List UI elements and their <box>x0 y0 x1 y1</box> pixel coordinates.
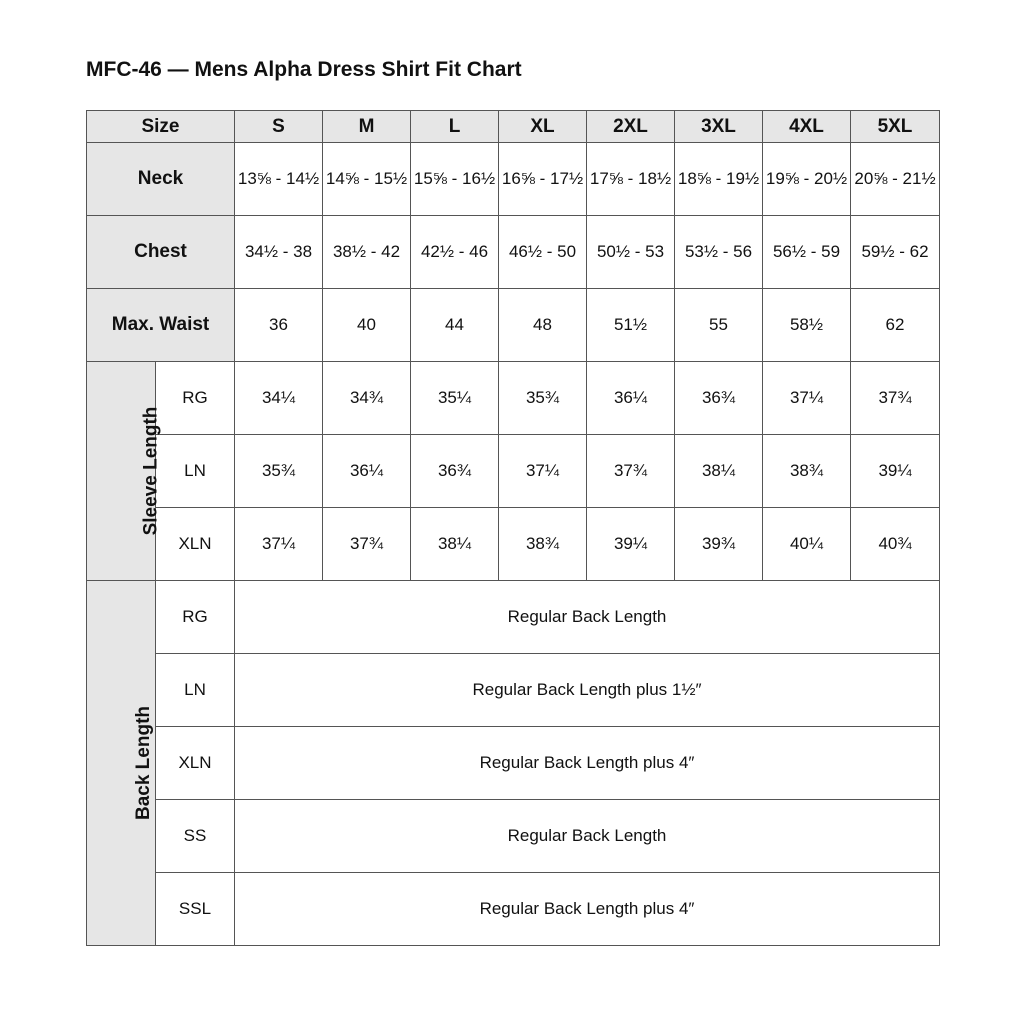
sleeve-cell: 35¾ <box>235 435 323 508</box>
size-header-xl: XL <box>499 111 587 143</box>
back-row-rg <box>87 581 940 654</box>
sleeve-cell: 37¾ <box>851 362 940 435</box>
size-header-3xl: 3XL <box>675 111 763 143</box>
sleeve-cell: 39¼ <box>587 508 675 581</box>
sleeve-cell: 38¾ <box>763 435 851 508</box>
neck-row <box>87 143 940 216</box>
max-waist-cell: 40 <box>323 289 411 362</box>
sleeve-cell: 36¼ <box>587 362 675 435</box>
sleeve-cell: 34¼ <box>235 362 323 435</box>
back-length-group-label <box>87 581 156 946</box>
neck-label: Neck <box>87 143 235 216</box>
chest-cell: 38½ - 42 <box>323 216 411 289</box>
max-waist-label: Max. Waist <box>87 289 235 362</box>
sleeve-fit-label: XLN <box>156 508 235 581</box>
sleeve-cell: 38¼ <box>411 508 499 581</box>
max-waist-cell: 58½ <box>763 289 851 362</box>
sleeve-cell: 38¼ <box>675 435 763 508</box>
neck-cell: 14⅝ - 15½ <box>323 143 411 216</box>
sleeve-fit-label: RG <box>156 362 235 435</box>
size-header-l: L <box>411 111 499 143</box>
sleeve-cell: 39¾ <box>675 508 763 581</box>
max-waist-cell: 55 <box>675 289 763 362</box>
sleeve-fit-label: LN <box>156 435 235 508</box>
size-header-label: Size <box>87 111 235 143</box>
neck-cell: 13⅝ - 14½ <box>235 143 323 216</box>
max-waist-cell: 62 <box>851 289 940 362</box>
neck-cell: 15⅝ - 16½ <box>411 143 499 216</box>
sleeve-row-ln <box>87 435 940 508</box>
back-length-label: Back Length <box>133 705 155 821</box>
chest-cell: 56½ - 59 <box>763 216 851 289</box>
sleeve-cell: 40¾ <box>851 508 940 581</box>
sleeve-cell: 38¾ <box>499 508 587 581</box>
back-length-cell: Regular Back Length plus 4″ <box>235 727 940 800</box>
chest-cell: 46½ - 50 <box>499 216 587 289</box>
max-waist-row <box>87 289 940 362</box>
sleeve-cell: 36¾ <box>675 362 763 435</box>
neck-cell: 18⅝ - 19½ <box>675 143 763 216</box>
fit-chart-table <box>86 110 940 946</box>
max-waist-cell: 48 <box>499 289 587 362</box>
back-fit-label: SS <box>156 800 235 873</box>
back-row-ssl <box>87 873 940 946</box>
size-header-m: M <box>323 111 411 143</box>
chest-row <box>87 216 940 289</box>
chest-cell: 42½ - 46 <box>411 216 499 289</box>
max-waist-cell: 36 <box>235 289 323 362</box>
sleeve-row-rg <box>87 362 940 435</box>
chart-title: MFC-46 — Mens Alpha Dress Shirt Fit Chart <box>86 58 522 81</box>
chest-cell: 50½ - 53 <box>587 216 675 289</box>
sleeve-cell: 39¼ <box>851 435 940 508</box>
sleeve-cell: 40¼ <box>763 508 851 581</box>
back-length-cell: Regular Back Length plus 4″ <box>235 873 940 946</box>
back-row-xln <box>87 727 940 800</box>
size-header-2xl: 2XL <box>587 111 675 143</box>
sleeve-cell: 35¾ <box>499 362 587 435</box>
sleeve-cell: 37¼ <box>235 508 323 581</box>
back-length-cell: Regular Back Length <box>235 581 940 654</box>
sleeve-cell: 36¾ <box>411 435 499 508</box>
chest-cell: 34½ - 38 <box>235 216 323 289</box>
size-header-4xl: 4XL <box>763 111 851 143</box>
chest-cell: 53½ - 56 <box>675 216 763 289</box>
neck-cell: 16⅝ - 17½ <box>499 143 587 216</box>
sleeve-cell: 37¼ <box>499 435 587 508</box>
size-header-row <box>87 111 940 143</box>
back-fit-label: LN <box>156 654 235 727</box>
sleeve-cell: 36¼ <box>323 435 411 508</box>
max-waist-cell: 44 <box>411 289 499 362</box>
sleeve-cell: 37¾ <box>323 508 411 581</box>
size-header-s: S <box>235 111 323 143</box>
chest-label: Chest <box>87 216 235 289</box>
back-length-cell: Regular Back Length plus 1½″ <box>235 654 940 727</box>
back-row-ss <box>87 800 940 873</box>
neck-cell: 19⅝ - 20½ <box>763 143 851 216</box>
sleeve-cell: 37¾ <box>587 435 675 508</box>
sleeve-row-xln <box>87 508 940 581</box>
chest-cell: 59½ - 62 <box>851 216 940 289</box>
back-fit-label: XLN <box>156 727 235 800</box>
size-header-5xl: 5XL <box>851 111 940 143</box>
sleeve-cell: 37¼ <box>763 362 851 435</box>
sleeve-length-group-label <box>87 362 162 581</box>
neck-cell: 20⅝ - 21½ <box>851 143 940 216</box>
back-length-cell: Regular Back Length <box>235 800 940 873</box>
back-fit-label: SSL <box>156 873 235 946</box>
sleeve-cell: 34¾ <box>323 362 411 435</box>
max-waist-cell: 51½ <box>587 289 675 362</box>
neck-cell: 17⅝ - 18½ <box>587 143 675 216</box>
back-row-ln <box>87 654 940 727</box>
back-fit-label: RG <box>156 581 235 654</box>
sleeve-cell: 35¼ <box>411 362 499 435</box>
sleeve-length-label: Sleeve Length <box>140 406 162 536</box>
